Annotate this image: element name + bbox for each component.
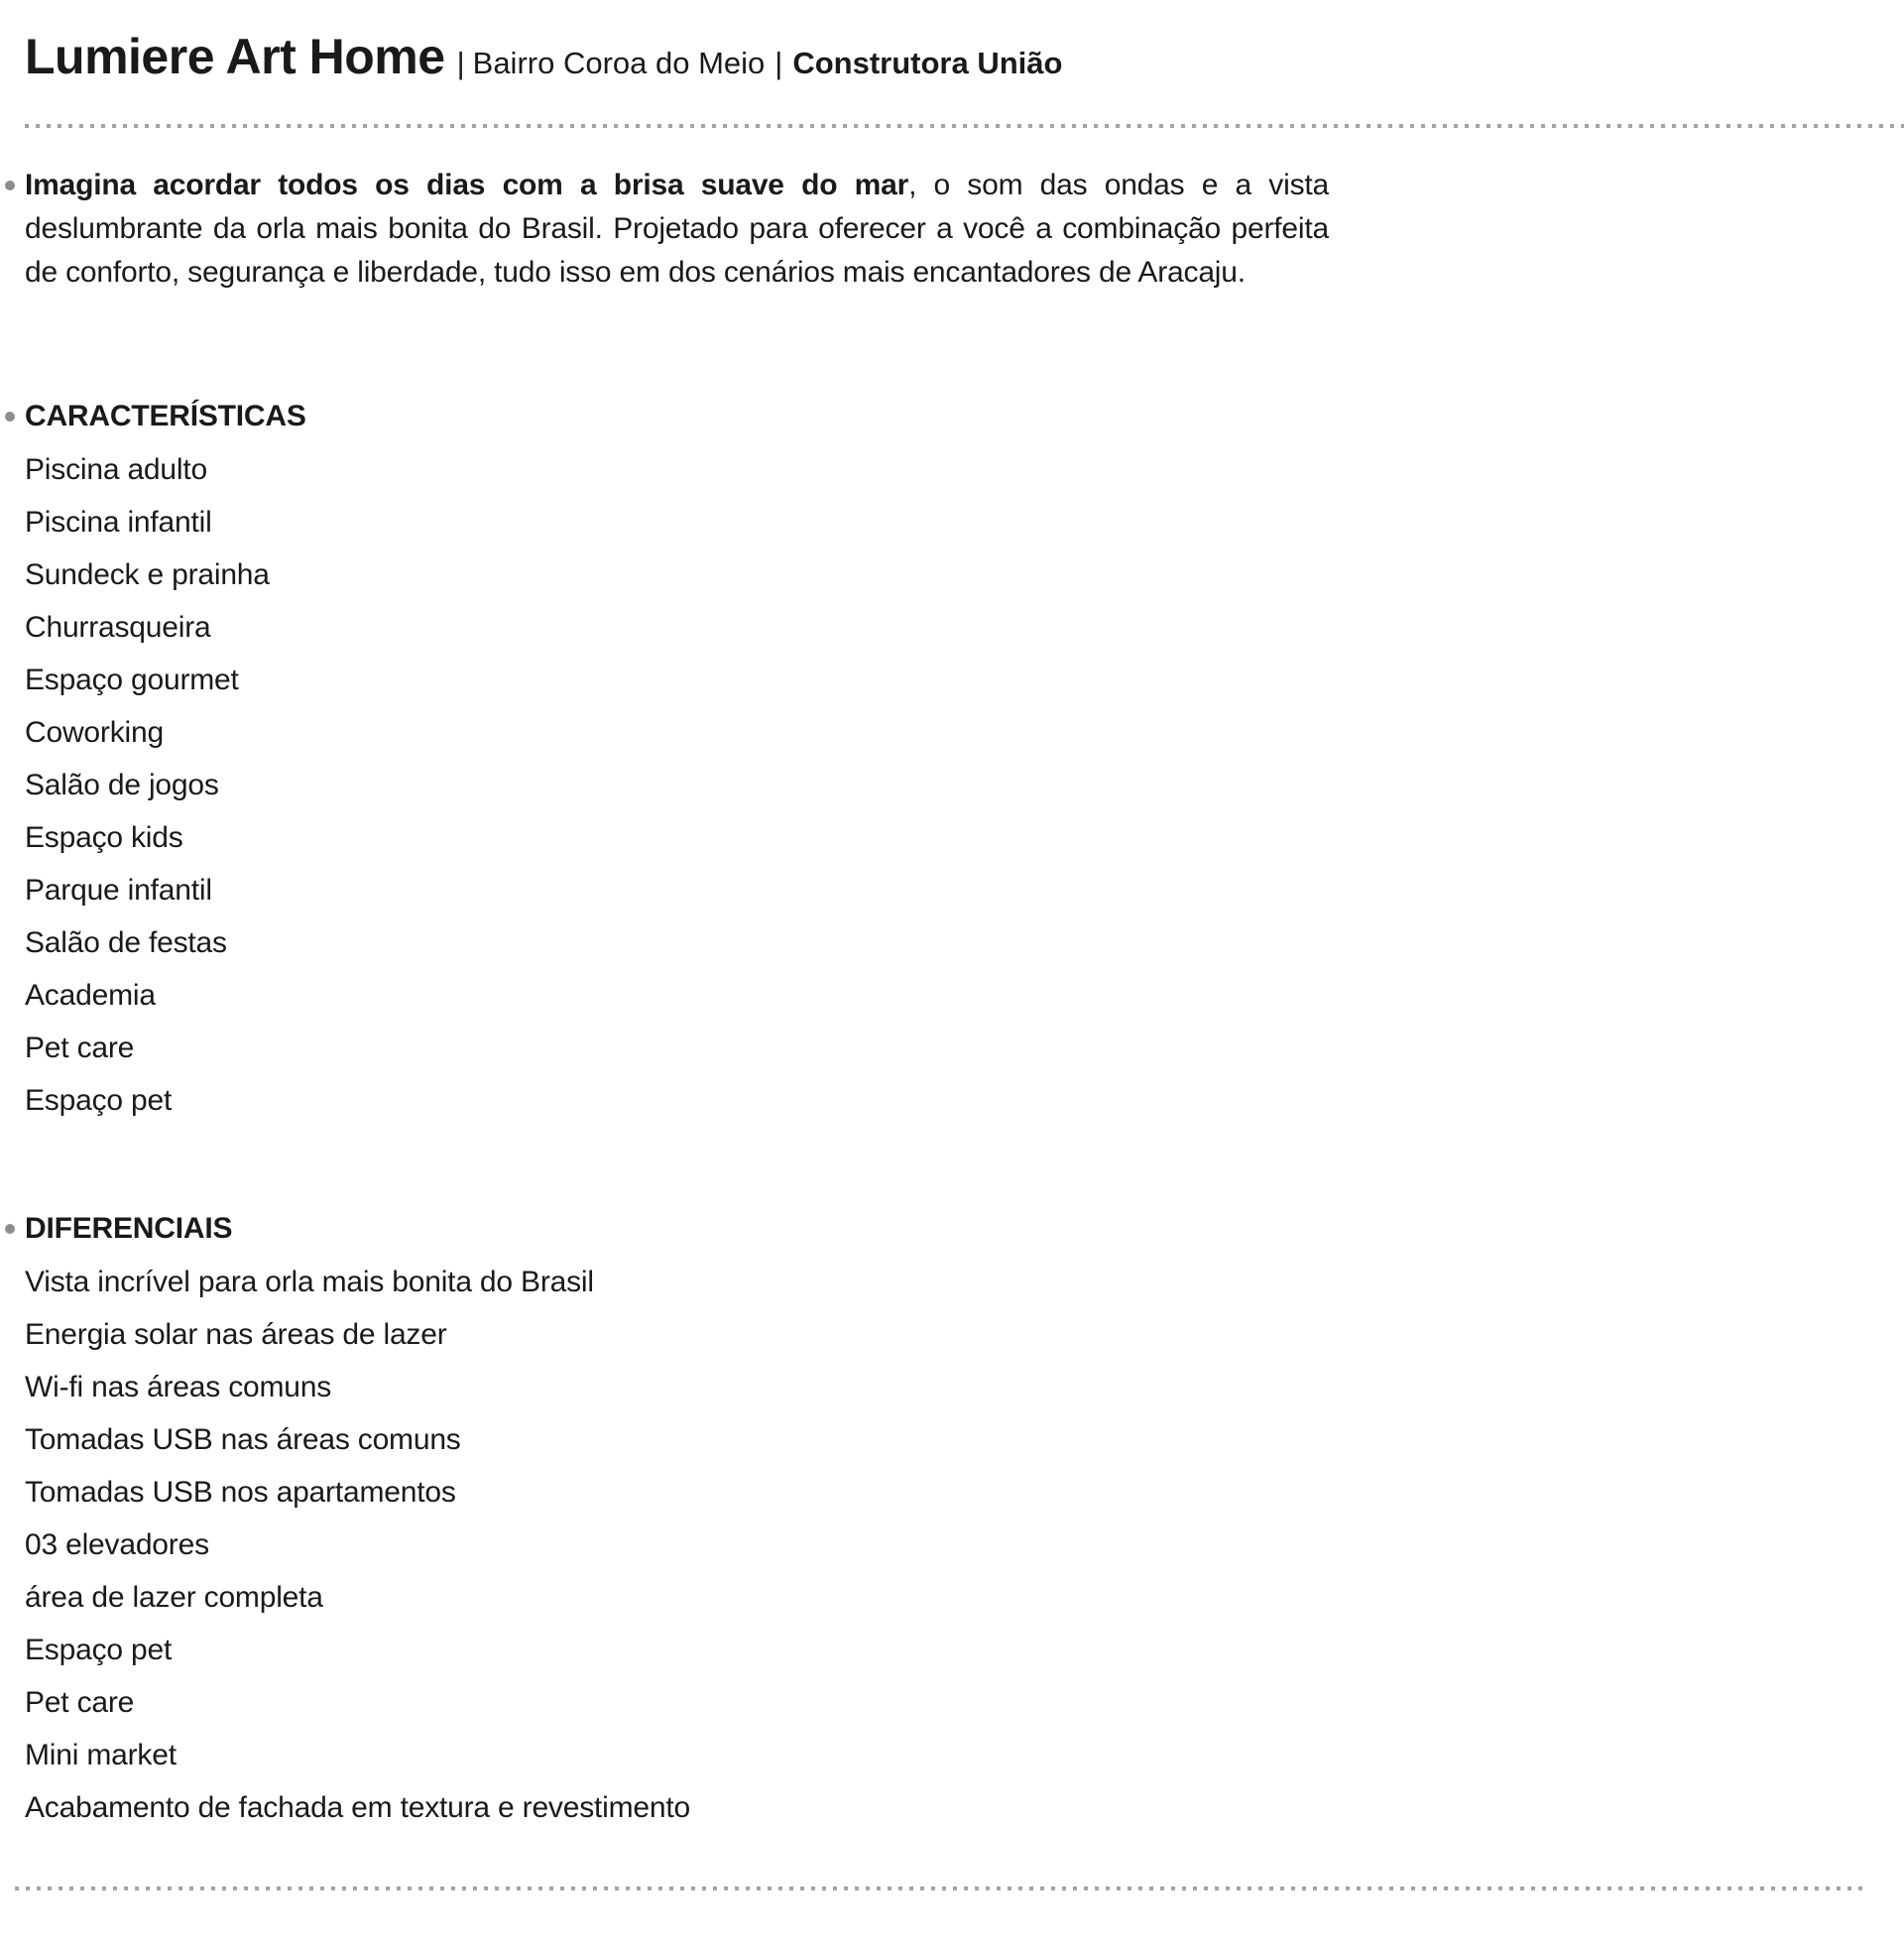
separator-pipe: | (456, 46, 465, 80)
bullet-icon (5, 412, 15, 422)
feature-item: Tomadas USB nos apartamentos (25, 1476, 456, 1509)
feature-item: Pet care (25, 1032, 135, 1064)
feature-item: Tomadas USB nas áreas comuns (25, 1423, 461, 1456)
section-caracteristicas (0, 390, 1904, 1127)
feature-item: Espaço kids (25, 821, 183, 854)
feature-item: Espaço pet (25, 1634, 173, 1666)
feature-item: Mini market (25, 1739, 177, 1771)
section-diferenciais (0, 1202, 1904, 1834)
feature-item: Sundeck e prainha (25, 558, 270, 591)
feature-item: Churrasqueira (25, 611, 211, 644)
intro-paragraph (25, 164, 1329, 295)
bullet-icon (5, 1224, 15, 1234)
feature-item: Wi-fi nas áreas comuns (25, 1371, 332, 1403)
feature-item: 03 elevadores (25, 1528, 209, 1561)
feature-item: Espaço pet (25, 1084, 173, 1117)
separator-pipe: | (774, 46, 783, 80)
divider-bottom (15, 1886, 1869, 1890)
feature-item: Coworking (25, 716, 164, 749)
builder-name: Construtora União (792, 46, 1063, 80)
feature-item: Salão de jogos (25, 769, 219, 801)
feature-item: Salão de festas (25, 926, 227, 959)
divider-top (25, 124, 1904, 128)
intro-lead-bold: Imagina acordar todos os dias com a brisa suave do mar (25, 169, 909, 201)
feature-item: Vista incrível para orla mais bonita do Brasil (25, 1266, 594, 1298)
intro-block (0, 164, 1329, 295)
feature-item: Energia solar nas áreas de lazer (25, 1318, 447, 1351)
header (0, 0, 1904, 92)
feature-item: Piscina infantil (25, 506, 212, 539)
feature-item: Pet care (25, 1686, 135, 1719)
section-title-diferenciais: DIFERENCIAIS (25, 1212, 233, 1245)
feature-item: área de lazer completa (25, 1581, 323, 1614)
feature-item: Espaço gourmet (25, 664, 239, 696)
feature-item: Parque infantil (25, 874, 212, 907)
caracteristicas-list (25, 443, 1904, 1127)
neighborhood-label: Bairro Coroa do Meio (472, 46, 766, 80)
section-title-caracteristicas: CARACTERÍSTICAS (25, 400, 306, 432)
diferenciais-list (25, 1256, 1904, 1834)
feature-item: Piscina adulto (25, 453, 207, 486)
intro-rest: , o som das ondas e a vista deslumbrante da orla mais bonita do Brasil. Projetado para oferecer a você a combinação perfeita de conforto, segurança e liberdade, tudo isso em dos cenários mais encantadores de Aracaju. (25, 169, 1329, 289)
page-title: Lumiere Art Home (25, 29, 445, 84)
bullet-icon (5, 181, 15, 190)
feature-item: Acabamento de fachada em textura e revestimento (25, 1791, 690, 1824)
feature-item: Academia (25, 979, 156, 1012)
